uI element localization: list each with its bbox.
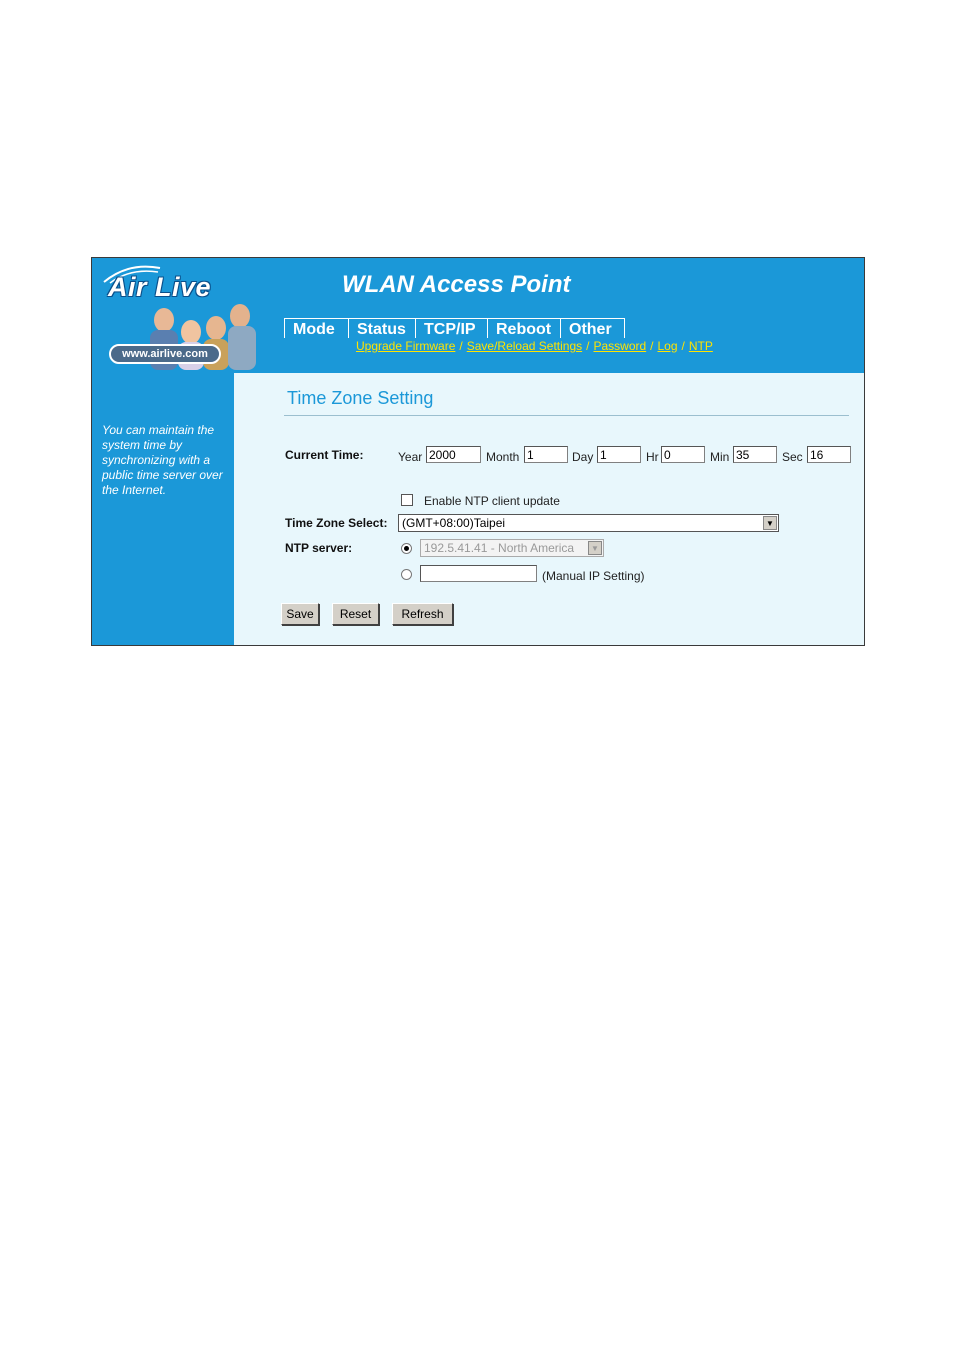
reset-button[interactable]: Reset	[332, 603, 379, 625]
sub-nav	[356, 339, 713, 353]
link-log[interactable]: Log	[657, 339, 678, 353]
separator: /	[586, 339, 590, 353]
ntp-server-label: NTP server:	[285, 541, 353, 555]
chevron-down-icon[interactable]: ▼	[763, 516, 777, 530]
website-badge[interactable]: www.airlive.com	[109, 344, 221, 364]
ntp-manual-radio[interactable]	[401, 569, 412, 580]
app-frame	[91, 257, 865, 646]
chevron-down-icon[interactable]: ▼	[588, 541, 602, 555]
time-zone-label: Time Zone Select:	[285, 516, 388, 530]
hour-label: Hr	[646, 450, 659, 464]
app-title: WLAN Access Point	[342, 271, 571, 298]
link-save-reload-settings[interactable]: Save/Reload Settings	[466, 339, 583, 353]
tab-reboot[interactable]: Reboot	[487, 318, 560, 338]
sidebar	[92, 373, 234, 645]
ntp-server-select[interactable]	[420, 539, 604, 557]
header-banner	[92, 258, 864, 373]
minute-label: Min	[710, 450, 730, 464]
manual-ip-input[interactable]	[420, 565, 537, 582]
divider	[284, 415, 849, 416]
save-button[interactable]: Save	[281, 603, 319, 625]
separator: /	[681, 339, 685, 353]
link-upgrade-firmware[interactable]: Upgrade Firmware	[356, 339, 456, 353]
current-time-label: Current Time:	[285, 448, 364, 462]
hour-input[interactable]	[661, 446, 705, 463]
enable-ntp-checkbox[interactable]	[401, 494, 413, 506]
page-title: Time Zone Setting	[287, 388, 434, 408]
day-input[interactable]	[597, 446, 641, 463]
tab-tcpip[interactable]: TCP/IP	[415, 318, 487, 338]
main-content	[234, 373, 864, 645]
manual-ip-label: (Manual IP Setting)	[542, 569, 645, 583]
tab-status[interactable]: Status	[348, 318, 415, 338]
year-label: Year	[398, 450, 423, 464]
second-label: Sec	[782, 450, 803, 464]
month-label: Month	[486, 450, 520, 464]
link-password[interactable]: Password	[593, 339, 647, 353]
ntp-preset-radio[interactable]	[401, 543, 412, 554]
sidebar-help-text: You can maintain the system time by synchronizing with a public time server over the Internet.	[102, 423, 223, 497]
tab-other[interactable]: Other	[560, 318, 625, 338]
month-input[interactable]	[524, 446, 568, 463]
separator: /	[459, 339, 463, 353]
separator: /	[650, 339, 654, 353]
time-zone-selected-value: (GMT+08:00)Taipei	[402, 516, 506, 530]
refresh-button[interactable]: Refresh	[392, 603, 453, 625]
link-ntp[interactable]: NTP	[688, 339, 713, 353]
time-zone-select[interactable]	[398, 514, 779, 532]
enable-ntp-label: Enable NTP client update	[424, 494, 560, 508]
ntp-server-selected-value: 192.5.41.41 - North America	[424, 541, 575, 555]
day-label: Day	[572, 450, 594, 464]
year-input[interactable]	[426, 446, 481, 463]
minute-input[interactable]	[733, 446, 777, 463]
brand-name: Air Live	[108, 272, 212, 302]
airlive-logo	[92, 258, 264, 373]
second-input[interactable]	[807, 446, 851, 463]
tab-mode[interactable]: Mode	[284, 318, 348, 338]
